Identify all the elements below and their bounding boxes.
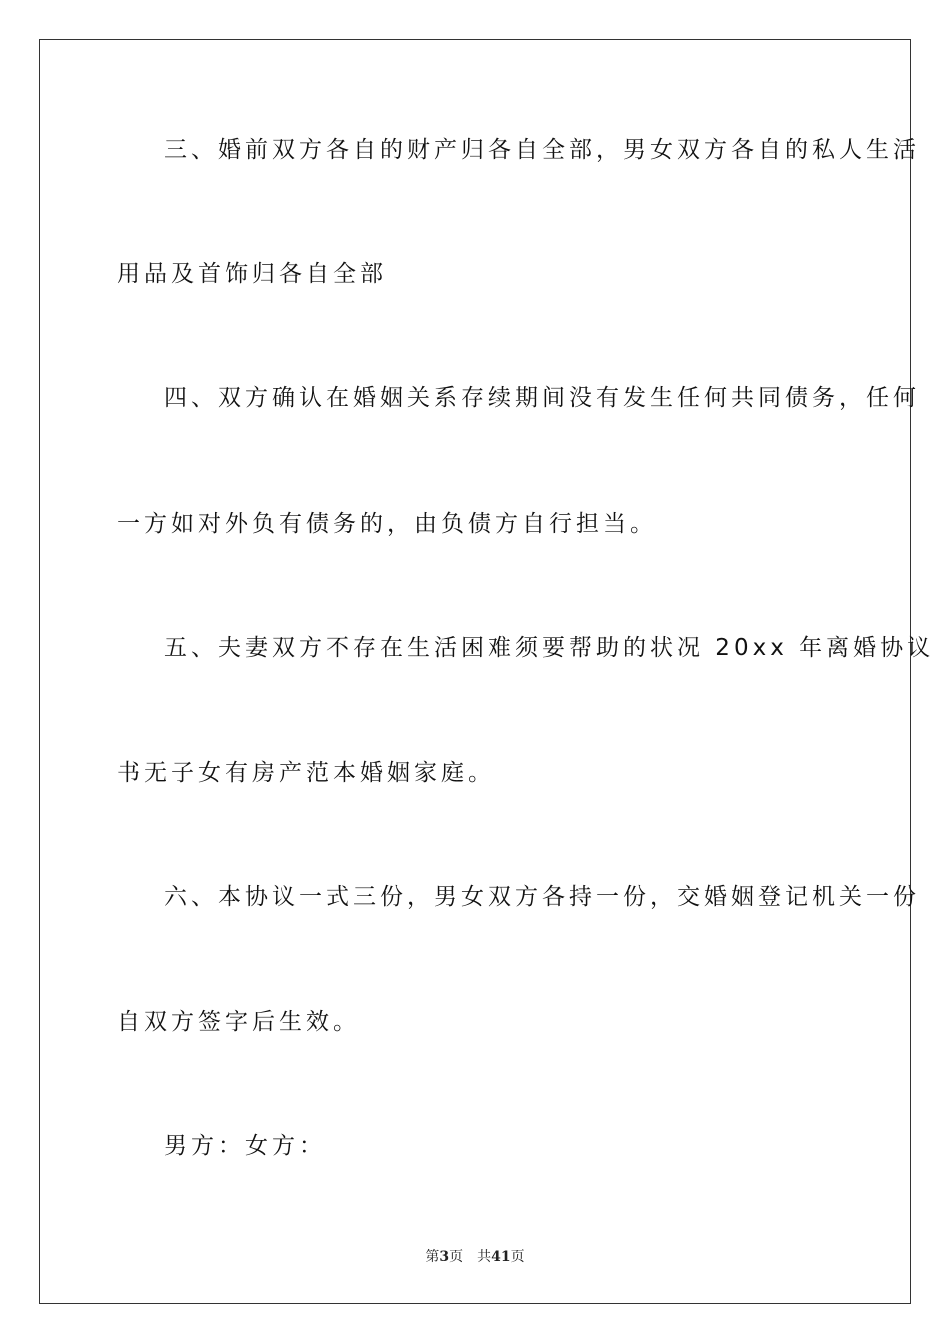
paragraph-5-line-2: 书无子女有房产范本婚姻家庭。	[117, 760, 495, 786]
paragraph-4-line-2: 一方如对外负有债务的，由负债方自行担当。	[117, 511, 657, 537]
page-border	[39, 39, 911, 1304]
paragraph-5-line-1: 五、夫妻双方不存在生活困难须要帮助的状况 20xx 年离婚协议	[164, 635, 935, 661]
paragraph-3-line-2: 用品及首饰归各自全部	[117, 261, 387, 287]
footer-page-suffix: 页	[449, 1249, 464, 1265]
paragraph-6-line-2: 自双方签字后生效。	[117, 1009, 360, 1035]
paragraph-3-line-1: 三、婚前双方各自的财产归各自全部，男女双方各自的私人生活	[164, 137, 920, 163]
footer-page-prefix: 第	[425, 1249, 440, 1265]
page-footer	[0, 1248, 950, 1266]
signature-line: 男方：女方：	[164, 1133, 326, 1159]
footer-total-prefix: 共	[477, 1249, 492, 1265]
paragraph-6-line-1: 六、本协议一式三份，男女双方各持一份，交婚姻登记机关一份	[164, 884, 920, 910]
footer-page-number: 3	[439, 1249, 450, 1265]
footer-total-number: 41	[491, 1249, 511, 1265]
footer-total-suffix: 页	[510, 1249, 525, 1265]
paragraph-4-line-1: 四、双方确认在婚姻关系存续期间没有发生任何共同债务，任何	[164, 385, 920, 411]
